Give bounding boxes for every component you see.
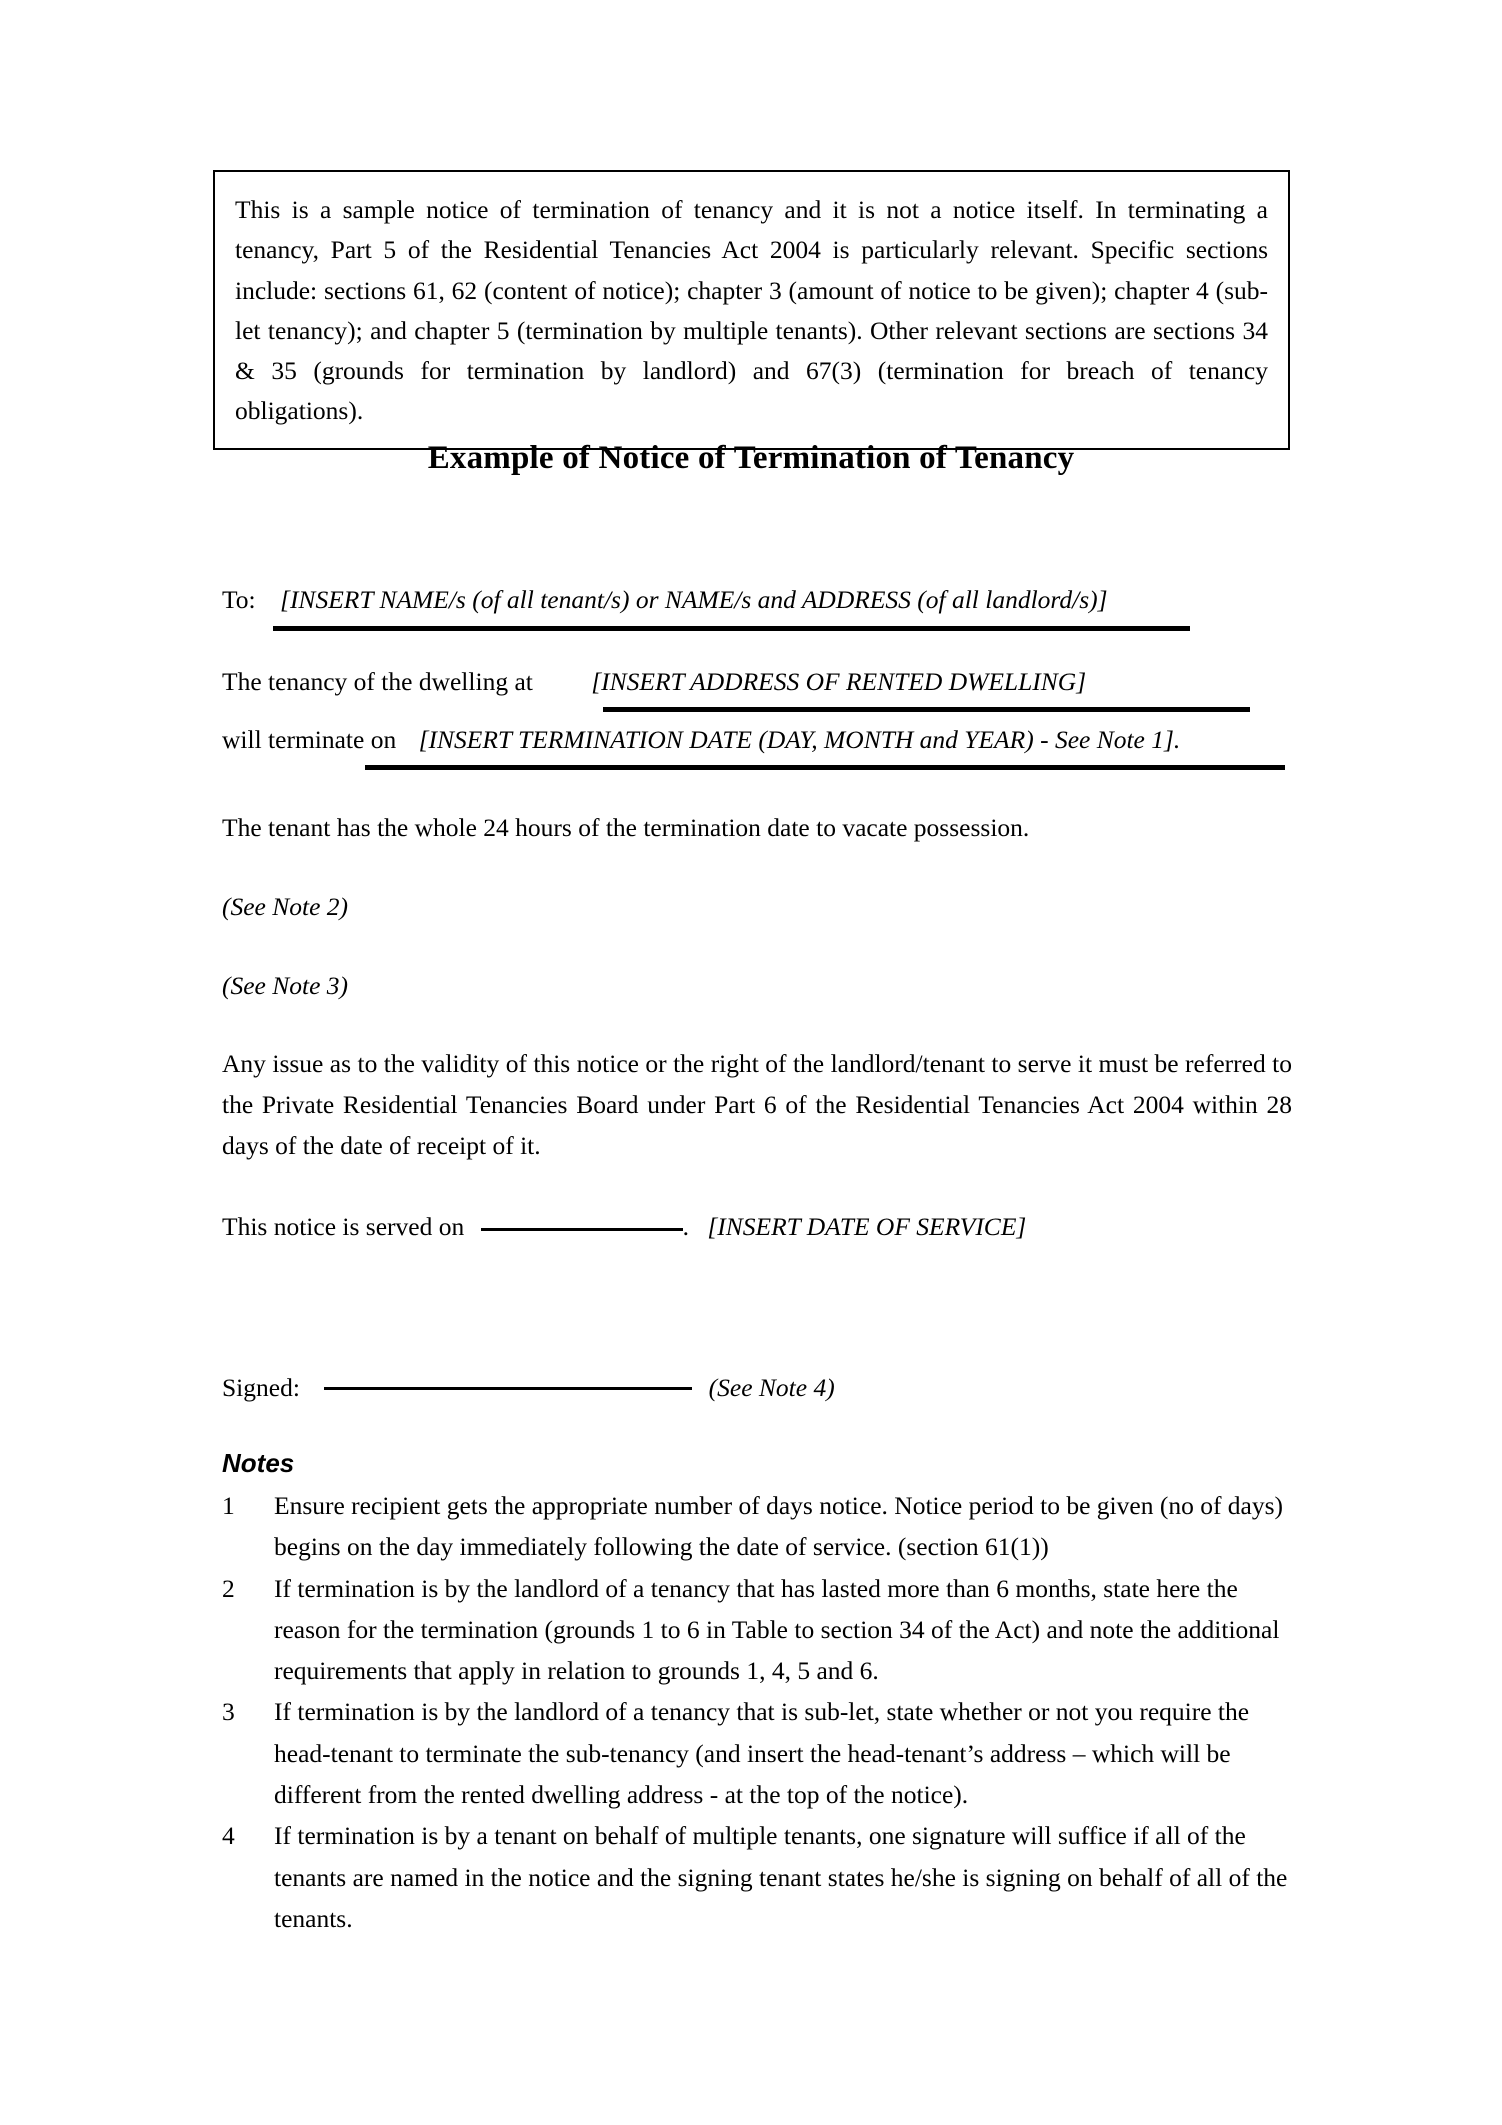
service-date-placeholder: [INSERT DATE OF SERVICE] (707, 1211, 1027, 1241)
intro-note-text: This is a sample notice of termination of tenancy and it is not a notice itself. In terminating a tenancy, Part 5 of the Residential Tenancies Act 2004 is particularly relevant. Specific sections include: sections 61, 62 (content of notice); chapter 3 (amount of notice to be given); chapter 4 (sub-let tenancy); and chapter 5 (termination by multiple tenants). Other relevant sections are sections 34 & 35 (grounds for termination by landlord) and 67(3) (termination for breach of tenancy obligations). (235, 195, 1268, 426)
dwelling-placeholder: [INSERT ADDRESS OF RENTED DWELLING] (591, 667, 1087, 696)
served-label: This notice is served on (222, 1211, 465, 1241)
note-item (222, 1815, 1292, 1939)
termination-placeholder: [INSERT TERMINATION DATE (DAY, MONTH and YEAR) - See Note 1]. (418, 725, 1181, 754)
see-note-4-reference: (See Note 4) (708, 1372, 835, 1402)
notes-section (222, 1448, 1292, 1939)
see-note-3-reference: (See Note 3) (222, 970, 349, 1000)
note-text: If termination is by a tenant on behalf of multiple tenants, one signature will suffice if all of the tenants are named in the notice and the signing tenant states he/she is signing on behalf of all of the tenants. (274, 1821, 1288, 1933)
termination-field-rule[interactable] (365, 765, 1285, 770)
vacate-paragraph: The tenant has the whole 24 hours of the termination date to vacate possession. (222, 813, 1030, 842)
note-number: 1 (222, 1491, 235, 1520)
intro-note-box (213, 170, 1290, 450)
validity-paragraph: Any issue as to the validity of this notice or the right of the landlord/tenant to serve it must be referred to the Private Residential Tenancies Board under Part 6 of the Residential Tenancies Act 2004 within 28 days of the date of receipt of it. (222, 1049, 1292, 1160)
served-punctuation: . (682, 1211, 689, 1241)
notes-heading: Notes (222, 1448, 295, 1478)
signed-label: Signed: (222, 1372, 300, 1402)
note-text: Ensure recipient gets the appropriate number of days notice. Notice period to be given (no of days) begins on the day immediately following the date of service. (section 61(1)) (274, 1491, 1284, 1562)
dwelling-field-rule[interactable] (603, 707, 1250, 712)
see-note-2-reference: (See Note 2) (222, 891, 349, 921)
to-placeholder: [INSERT NAME/s (of all tenant/s) or NAME/s and ADDRESS (of all landlord/s)] (280, 585, 1108, 614)
note-number: 4 (222, 1821, 235, 1851)
page-title: Example of Notice of Termination of Tenancy (427, 440, 1075, 476)
to-field-rule[interactable] (273, 626, 1190, 631)
signature-blank[interactable] (324, 1387, 692, 1390)
to-label: To: (222, 585, 256, 614)
terminate-label: will terminate on (222, 725, 397, 754)
note-number: 3 (222, 1697, 235, 1727)
termination-line (222, 720, 1292, 770)
to-line (222, 580, 1292, 632)
note-text: If termination is by the landlord of a tenancy that is sub-let, state whether or not you require the head-tenant to terminate the sub-tenancy (and insert the head-tenant’s address – which will be different from the rented dwelling address - at the top of the notice). (274, 1697, 1250, 1810)
served-on-line (222, 1207, 1292, 1248)
dwelling-line (222, 662, 1292, 712)
tenancy-label: The tenancy of the dwelling at (222, 667, 533, 696)
note-item (222, 1691, 1292, 1815)
note-text: If termination is by the landlord of a tenancy that has lasted more than 6 months, state here the reason for the termination (grounds 1 to 6 in Table to section 34 of the Act) and note the additional requirements that apply in relation to grounds 1, 4, 5 and 6. (274, 1573, 1280, 1686)
notice-body (222, 580, 1292, 1408)
note-item (222, 1485, 1292, 1568)
signed-line (222, 1368, 1292, 1409)
note-number: 2 (222, 1573, 235, 1603)
service-date-blank[interactable] (481, 1228, 683, 1231)
note-item (222, 1568, 1292, 1692)
